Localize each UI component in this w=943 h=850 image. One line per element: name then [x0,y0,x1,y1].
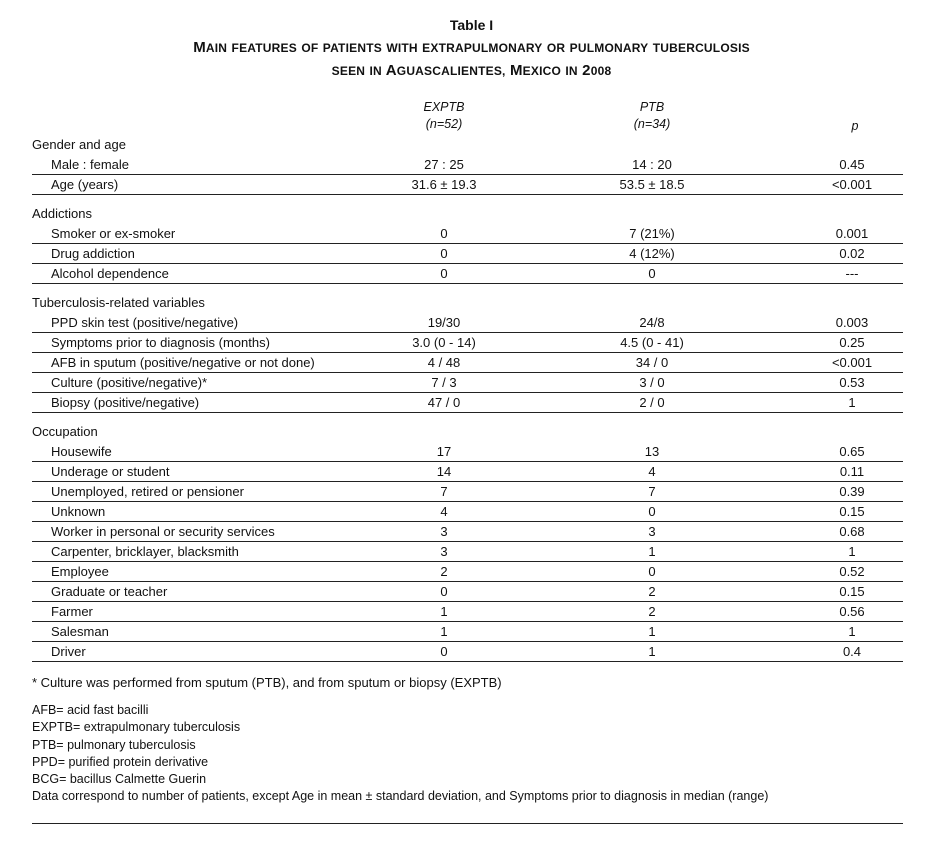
row-label: Underage or student [51,464,170,479]
cell-p-value: 0.15 [839,504,865,519]
cell-p-value: 0.45 [839,157,865,172]
table-body [32,135,903,662]
row-label: Male : female [51,157,130,172]
table-footnote: * Culture was performed from sputum (PTB), and from sputum or biopsy (EXPTB) [32,675,502,690]
cell-p-value: <0.001 [831,177,873,192]
row-label: Alcohol dependence [51,266,169,281]
cell-ptb: 2 [648,604,656,619]
cell-ptb: 7 (21%) [629,226,675,241]
section-heading: Tuberculosis-related variables [32,295,205,310]
cell-p-value: --- [845,266,859,281]
cell-exptb: 17 [436,444,452,459]
cell-exptb: 3.0 (0 - 14) [412,335,476,350]
exptb-count: (n=52) [425,117,463,131]
table-row [32,313,903,333]
table-title-line-1: MAIN FEATURES OF PATIENTS WITH EXTRAPULMONARY OR PULMONARY TUBERCULOSIS [193,39,750,56]
abbreviation-line: Data correspond to number of patients, except Age in mean ± standard deviation, and Symptoms prior to diagnosis in median (range) [32,789,769,804]
cell-p-value: <0.001 [831,355,873,370]
table-row [32,175,903,195]
cell-exptb: 31.6 ± 19.3 [411,177,477,192]
table-label: Table I [449,17,494,33]
cell-exptb: 2 [440,564,448,579]
row-label: Worker in personal or security services [51,524,275,539]
cell-ptb: 0 [648,564,656,579]
cell-exptb: 1 [440,624,448,639]
table-row [32,224,903,244]
table-row [32,602,903,622]
cell-exptb: 1 [440,604,448,619]
table-row [32,244,903,264]
cell-ptb: 3 [648,524,656,539]
cell-p-value: 0.52 [839,564,865,579]
table-row [32,582,903,602]
cell-p-value: 1 [848,395,856,410]
table-row [32,642,903,662]
cell-p-value: 0.02 [839,246,865,261]
cell-ptb: 53.5 ± 18.5 [619,177,685,192]
row-label: Biopsy (positive/negative) [51,395,200,410]
cell-ptb: 7 [648,484,656,499]
cell-p-value: 1 [848,624,856,639]
cell-ptb: 1 [648,544,656,559]
cell-ptb: 0 [648,266,656,281]
cell-exptb: 4 [440,504,448,519]
table-row [32,502,903,522]
ptb-label: PTB [639,100,665,114]
section-heading: Occupation [32,424,98,439]
table-row [32,522,903,542]
abbreviation-line: EXPTB= extrapulmonary tuberculosis [32,720,241,735]
cell-ptb: 14 : 20 [632,157,672,172]
cell-p-value: 0.53 [839,375,865,390]
row-label: Unknown [51,504,106,519]
cell-ptb: 0 [648,504,656,519]
cell-ptb: 1 [648,624,656,639]
cell-p-value: 0.001 [835,226,869,241]
cell-exptb: 3 [440,524,448,539]
table-row [32,264,903,284]
abbreviation-line: PTB= pulmonary tuberculosis [32,737,196,752]
row-label: Age (years) [51,177,119,192]
section-heading: Addictions [32,206,92,221]
cell-exptb: 0 [440,644,448,659]
cell-ptb: 4.5 (0 - 41) [620,335,684,350]
cell-exptb: 0 [440,226,448,241]
row-label: Graduate or teacher [51,584,168,599]
table-title-line-2: SEEN IN AGUASCALIENTES, MEXICO IN 2008 [331,62,612,79]
table-row [32,373,903,393]
table-row [32,442,903,462]
cell-p-value: 0.4 [842,644,862,659]
cell-exptb: 0 [440,266,448,281]
cell-exptb: 47 / 0 [427,395,461,410]
table-row [32,155,903,175]
row-label: Symptoms prior to diagnosis (months) [51,335,270,350]
cell-exptb: 7 [440,484,448,499]
cell-p-value: 0.39 [839,484,865,499]
cell-p-value: 0.25 [839,335,865,350]
cell-exptb: 3 [440,544,448,559]
table-row [32,393,903,413]
cell-exptb: 14 [436,464,452,479]
row-label: Salesman [51,624,109,639]
row-label: Farmer [51,604,93,619]
cell-p-value: 0.56 [839,604,865,619]
cell-ptb: 3 / 0 [639,375,665,390]
abbreviation-line: AFB= acid fast bacilli [32,703,149,717]
cell-ptb: 2 [648,584,656,599]
row-label: Culture (positive/negative)* [51,375,208,390]
row-label: Housewife [51,444,112,459]
cell-p-value: 0.65 [839,444,865,459]
row-label: Carpenter, bricklayer, blacksmith [51,544,239,559]
exptb-label: EXPTB [423,100,465,114]
cell-p-value: 0.68 [839,524,865,539]
table-row [32,353,903,373]
table-row [32,462,903,482]
section-heading: Gender and age [32,137,126,152]
cell-p-value: 1 [848,544,856,559]
column-header-p-value: p [851,119,859,133]
ptb-count: (n=34) [633,117,671,131]
table-row [32,482,903,502]
abbreviation-line: BCG= bacillus Calmette Guerin [32,772,207,787]
table-row [32,622,903,642]
cell-exptb: 0 [440,246,448,261]
cell-exptb: 7 / 3 [431,375,457,390]
row-label: Employee [51,564,109,579]
cell-ptb: 2 / 0 [639,395,665,410]
cell-exptb: 27 : 25 [424,157,464,172]
cell-ptb: 13 [644,444,660,459]
row-label: PPD skin test (positive/negative) [51,315,239,330]
cell-ptb: 4 [648,464,656,479]
row-label: Drug addiction [51,246,135,261]
table-row [32,333,903,353]
row-label: Smoker or ex-smoker [51,226,176,241]
cell-ptb: 34 / 0 [635,355,669,370]
table-row [32,562,903,582]
cell-exptb: 0 [440,584,448,599]
row-label: Driver [51,644,86,659]
table-row [32,542,903,562]
abbreviations-list [32,702,768,806]
cell-p-value: 0.15 [839,584,865,599]
bottom-rule [32,823,903,824]
cell-p-value: 0.11 [839,464,865,479]
cell-ptb: 1 [648,644,656,659]
row-label: Unemployed, retired or pensioner [51,484,244,499]
abbreviation-line: PPD= purified protein derivative [32,754,209,769]
row-label: AFB in sputum (positive/negative or not done) [51,355,315,370]
cell-ptb: 24/8 [639,315,665,330]
cell-exptb: 19/30 [427,315,461,330]
cell-exptb: 4 / 48 [427,355,461,370]
cell-p-value: 0.003 [835,315,869,330]
column-header-exptb [384,99,504,133]
column-header-ptb [592,99,712,133]
cell-ptb: 4 (12%) [629,246,675,261]
